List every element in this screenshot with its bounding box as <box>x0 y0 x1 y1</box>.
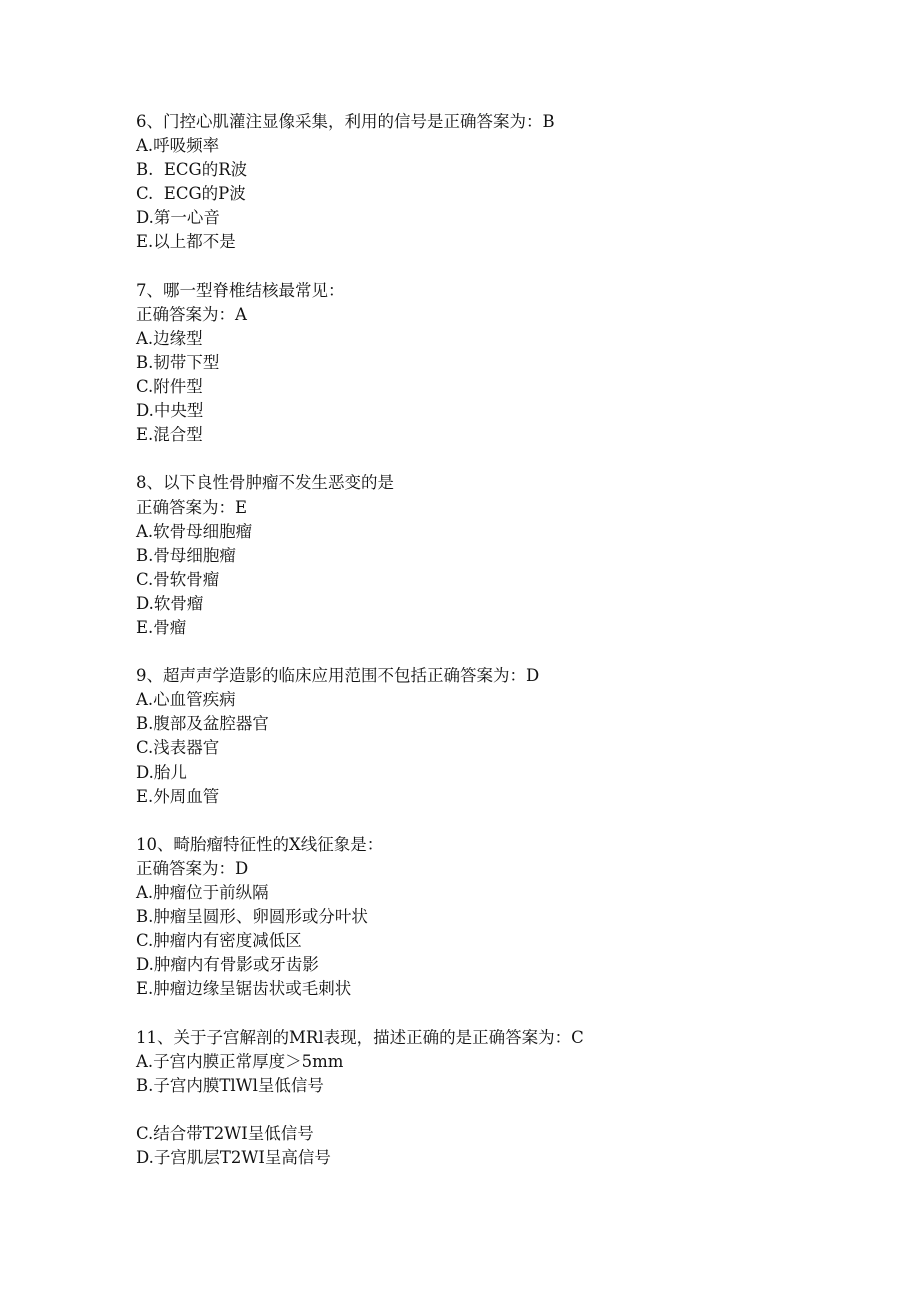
spacer <box>136 255 836 279</box>
answer-line: 正确答案为：A <box>136 304 247 324</box>
option-c: C.骨软骨瘤 <box>136 569 220 589</box>
question-8 <box>136 471 836 640</box>
option-a: A.边缘型 <box>136 328 203 348</box>
option-e: E.骨瘤 <box>136 617 187 637</box>
option-c: C.附件型 <box>136 377 203 397</box>
question-10 <box>136 833 836 1002</box>
option-b: B.腹部及盆腔器官 <box>136 714 269 734</box>
option-c: C. ECG的P波 <box>136 184 246 204</box>
option-e: E.肿瘤边缘呈锯齿状或毛刺状 <box>136 979 352 999</box>
option-a: A.呼吸频率 <box>136 136 220 156</box>
spacer <box>136 447 836 471</box>
option-e: E.混合型 <box>136 425 203 445</box>
question-7 <box>136 279 836 448</box>
spacer <box>136 809 836 833</box>
option-e: E.外周血管 <box>136 786 220 806</box>
option-d: D.胎儿 <box>136 762 187 782</box>
question-9 <box>136 664 836 809</box>
question-stem: 6、门控心肌灌注显像采集，利用的信号是正确答案为：B <box>136 112 555 131</box>
option-a: A.肿瘤位于前纵隔 <box>136 883 269 902</box>
answer-line: 正确答案为：D <box>136 858 249 878</box>
option-d: D.子宫肌层T2WI呈高信号 <box>136 1148 331 1168</box>
option-d: D.中央型 <box>136 401 204 421</box>
spacer <box>136 1001 836 1025</box>
option-c: C.浅表器官 <box>136 738 220 758</box>
spacer <box>136 640 836 664</box>
blank-line <box>136 1098 836 1122</box>
option-b: B. ECG的R波 <box>136 160 248 180</box>
option-c: C.结合带T2WI呈低信号 <box>136 1123 314 1143</box>
option-d: D.肿瘤内有骨影或牙齿影 <box>136 955 319 975</box>
answer-line: 正确答案为：E <box>136 497 248 517</box>
option-a: A.心血管疾病 <box>136 690 236 710</box>
question-11 <box>136 1026 836 1171</box>
document-page <box>136 110 836 1170</box>
option-a: A.软骨母细胞瘤 <box>136 521 253 541</box>
question-stem: 7、哪一型脊椎结核最常见： <box>136 280 345 300</box>
question-6 <box>136 110 836 255</box>
option-c: C.肿瘤内有密度减低区 <box>136 931 302 951</box>
option-b: B.肿瘤呈圆形、卵圆形或分叶状 <box>136 907 368 927</box>
option-b: B.子宫内膜TlWl呈低信号 <box>136 1075 324 1095</box>
question-stem: 9、超声声学造影的临床应用范围不包括正确答案为：D <box>136 666 540 686</box>
option-b: B.骨母细胞瘤 <box>136 545 236 565</box>
question-stem: 8、以下良性骨肿瘤不发生恶变的是 <box>136 473 394 493</box>
option-e: E.以上都不是 <box>136 232 236 252</box>
option-a: A.子宫内膜正常厚度＞5mm <box>136 1051 344 1071</box>
question-stem: 10、畸胎瘤特征性的X线征象是： <box>136 834 384 854</box>
question-stem: 11、关于子宫解剖的MRl表现，描述正确的是正确答案为：C <box>136 1027 584 1047</box>
option-d: D.第一心音 <box>136 208 220 228</box>
option-d: D.软骨瘤 <box>136 593 204 613</box>
option-b: B.韧带下型 <box>136 352 220 372</box>
